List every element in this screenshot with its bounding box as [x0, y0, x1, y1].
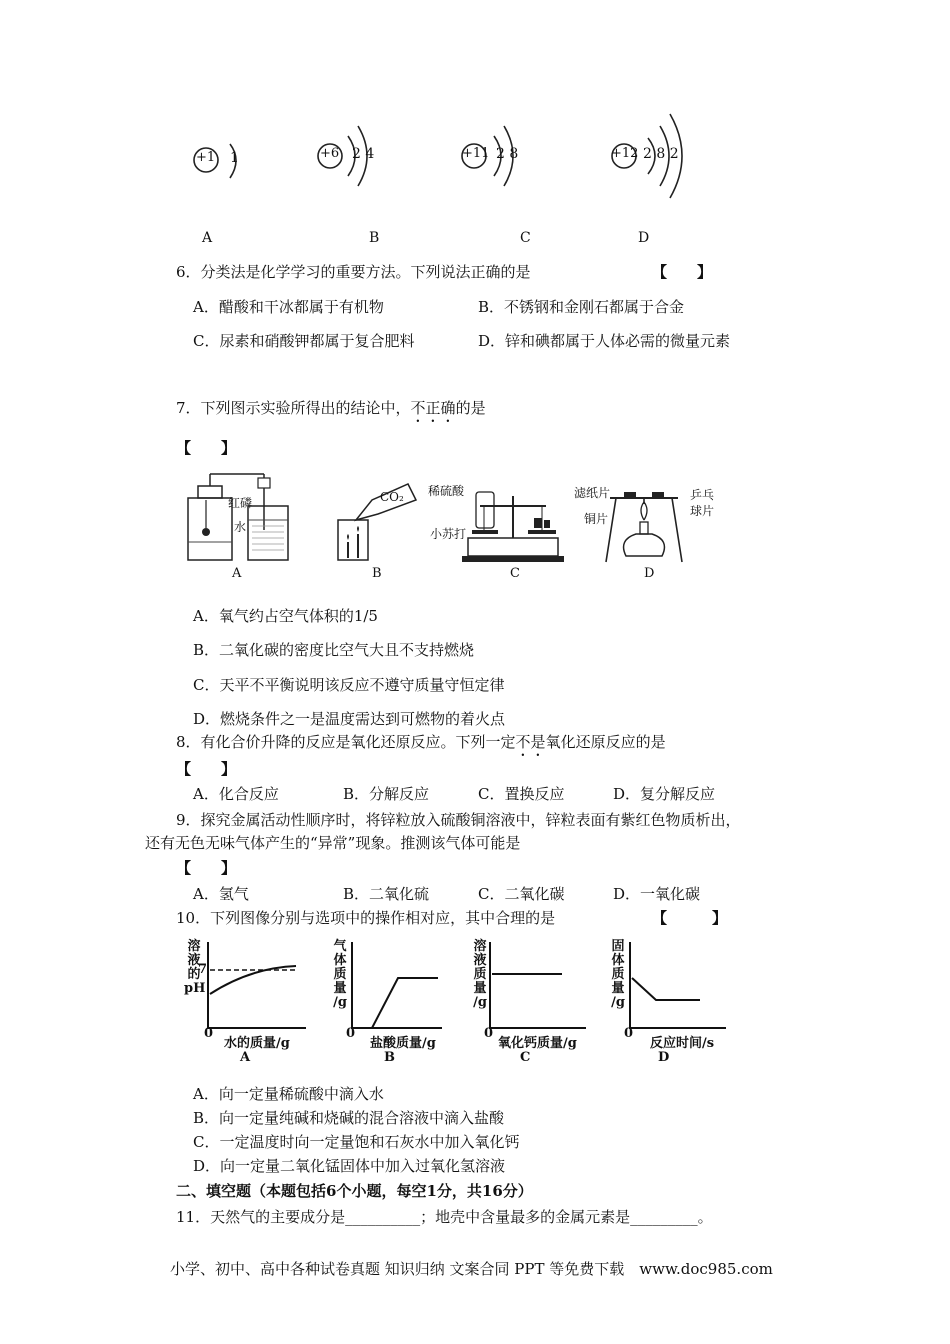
- graph-c-ylabel-5: /g: [473, 995, 487, 1010]
- q7-stem-emphasis: 不正确: [410, 399, 456, 417]
- q7-stem-pre: 7．下列图示实验所得出的结论中，: [176, 399, 411, 417]
- q10-option-d: D．向一定量二氧化锰固体中加入过氧化氢溶液: [193, 1157, 506, 1175]
- atom-letter-d: D: [638, 230, 650, 246]
- fig-d-label-copper: 铜片: [584, 512, 609, 526]
- page-footer: 小学、初中、高中各种试卷真题 知识归纳 文案合同 PPT 等免费下载 www.doc985.com: [170, 1260, 773, 1278]
- graph-d-ylabel: [608, 940, 628, 1010]
- atom-letter-a: A: [202, 230, 213, 246]
- q7-option-d: D．燃烧条件之一是温度需达到可燃物的着火点: [193, 710, 506, 728]
- q8-option-d: D．复分解反应: [613, 785, 716, 803]
- shells-d: 2 8 2: [643, 146, 679, 162]
- q8-stem-post: 氧化还原反应的是: [545, 733, 666, 751]
- graph-a-ylabel-4: pH: [184, 981, 206, 996]
- fig-letter-d: D: [644, 566, 655, 581]
- graph-c-ylabel-4: 量: [473, 981, 487, 996]
- graph-c-ylabel: [470, 940, 490, 1010]
- section-2-heading: 二、填空题（本题包括6个小题，每空1分，共16分）: [176, 1182, 533, 1200]
- q8-option-c: C．置换反应: [478, 785, 565, 803]
- atom-letter-b: B: [369, 230, 380, 246]
- q9-line1: 9．探究金属活动性顺序时，将锌粒放入硫酸铜溶液中，锌粒表面有紫红色物质析出，: [176, 811, 741, 829]
- q7-option-b: B．二氧化碳的密度比空气大且不支持燃烧: [193, 641, 475, 659]
- graph-d-ylabel-5: /g: [611, 995, 625, 1010]
- fig-d-label-pingpong-2: 球片: [690, 504, 715, 518]
- q6-option-b: B．不锈钢和金刚石都属于合金: [478, 298, 685, 316]
- graph-c-xlabel: 氧化钙质量/g: [498, 1036, 577, 1051]
- fig-a-label-water: 水: [234, 520, 247, 534]
- q10-option-a: A．向一定量稀硫酸中滴入水: [193, 1085, 384, 1103]
- nucleus-c: +11: [462, 146, 490, 161]
- q6-option-c: C．尿素和硝酸钾都属于复合肥料: [193, 332, 415, 350]
- fig-letter-c: C: [510, 566, 520, 581]
- graph-b-ylabel-1: 气: [333, 939, 347, 954]
- q8-bracket: 【 】: [176, 760, 237, 778]
- graph-b-origin: 0: [346, 1026, 356, 1041]
- graph-d-ylabel-1: 固: [611, 939, 625, 954]
- graph-b-ylabel-4: 量: [333, 981, 347, 996]
- graph-b-ylabel-2: 体: [333, 953, 347, 968]
- q6-bracket: 【 】: [652, 263, 713, 281]
- graph-a-letter: A: [240, 1050, 251, 1065]
- q8-option-a: A．化合反应: [193, 785, 279, 803]
- graph-d-ylabel-4: 量: [611, 981, 625, 996]
- graph-c-origin: 0: [484, 1026, 494, 1041]
- nucleus-a: +1: [196, 150, 216, 165]
- graph-a-origin: 0: [204, 1026, 214, 1041]
- q11-stem: 11．天然气的主要成分是__________；地壳中含量最多的金属元素是_________。: [176, 1208, 713, 1226]
- graph-b-xlabel: 盐酸质量/g: [370, 1036, 436, 1051]
- fig-b-label-co2: CO₂: [380, 490, 404, 504]
- graph-c-ylabel-1: 溶: [473, 939, 487, 954]
- q9-option-d: D．一氧化碳: [613, 885, 701, 903]
- graph-a-tick-7: 7: [198, 962, 208, 977]
- q8-stem: [176, 732, 666, 760]
- graph-d-letter: D: [658, 1050, 670, 1065]
- q8-stem-emphasis: 不是: [515, 733, 546, 751]
- q7-option-a: A．氧气约占空气体积的1/5: [193, 607, 378, 625]
- fig-c-label-acid: 稀硫酸: [428, 484, 465, 498]
- atom-letter-c: C: [520, 230, 531, 246]
- shells-c: 2 8: [496, 146, 519, 162]
- q9-option-b: B．二氧化硫: [343, 885, 430, 903]
- q10-stem: 10．下列图像分别与选项中的操作相对应，其中合理的是: [176, 909, 556, 927]
- q9-option-c: C．二氧化碳: [478, 885, 565, 903]
- fig-d-label-filter-paper: 滤纸片: [574, 486, 611, 500]
- q10-bracket: 【 】: [652, 909, 728, 927]
- q10-option-c: C．一定温度时向一定量饱和石灰水中加入氧化钙: [193, 1133, 520, 1151]
- fig-letter-b: B: [372, 566, 382, 581]
- graph-c-ylabel-2: 液: [473, 953, 487, 968]
- shells-a: 1: [230, 150, 239, 166]
- nucleus-b: +6: [320, 146, 340, 161]
- q6-option-a: A．醋酸和干冰都属于有机物: [193, 298, 384, 316]
- graph-a-ylabel-2: 液: [187, 953, 201, 968]
- q10-option-b: B．向一定量纯碱和烧碱的混合溶液中滴入盐酸: [193, 1109, 505, 1127]
- fig-letter-a: A: [232, 566, 242, 581]
- q8-option-b: B．分解反应: [343, 785, 430, 803]
- graph-a-ylabel-3: 的: [187, 967, 201, 982]
- graph-b-ylabel-5: /g: [333, 995, 347, 1010]
- graph-b-letter: B: [384, 1050, 395, 1065]
- graph-b-ylabel-3: 质: [333, 967, 347, 982]
- q6-stem: 6．分类法是化学学习的重要方法。下列说法正确的是: [176, 263, 531, 281]
- fig-c-label-baking-soda: 小苏打: [430, 527, 467, 541]
- q8-stem-pre: 8．有化合价升降的反应是氧化还原反应。下列一定: [176, 733, 516, 751]
- q7-stem-post: 的是: [455, 399, 486, 417]
- nucleus-d: +12: [611, 146, 639, 161]
- graph-d-origin: 0: [624, 1026, 634, 1041]
- graph-b-ylabel: [330, 940, 350, 1010]
- graph-c-letter: C: [520, 1050, 531, 1065]
- graph-a-ylabel-1: 溶: [187, 939, 201, 954]
- fig-a-label-red-phosphorus: 红磷: [228, 496, 253, 510]
- shells-b: 2 4: [352, 146, 375, 162]
- graph-c-ylabel-3: 质: [473, 967, 487, 982]
- q6-option-d: D．锌和碘都属于人体必需的微量元素: [478, 332, 731, 350]
- q9-bracket: 【 】: [176, 859, 237, 877]
- q9-line2: 还有无色无味气体产生的“异常”现象。推测该气体可能是: [145, 834, 521, 852]
- graph-a-xlabel: 水的质量/g: [224, 1036, 290, 1051]
- q9-option-a: A．氢气: [193, 885, 249, 903]
- fig-d-label-pingpong-1: 乒乓: [690, 488, 715, 502]
- q7-bracket: 【 】: [176, 439, 237, 457]
- q7-stem: [176, 398, 486, 426]
- graph-d-xlabel: 反应时间/s: [650, 1036, 715, 1051]
- graph-d-ylabel-3: 质: [611, 967, 625, 982]
- q7-option-c: C．天平不平衡说明该反应不遵守质量守恒定律: [193, 676, 505, 694]
- graph-d-ylabel-2: 体: [611, 953, 625, 968]
